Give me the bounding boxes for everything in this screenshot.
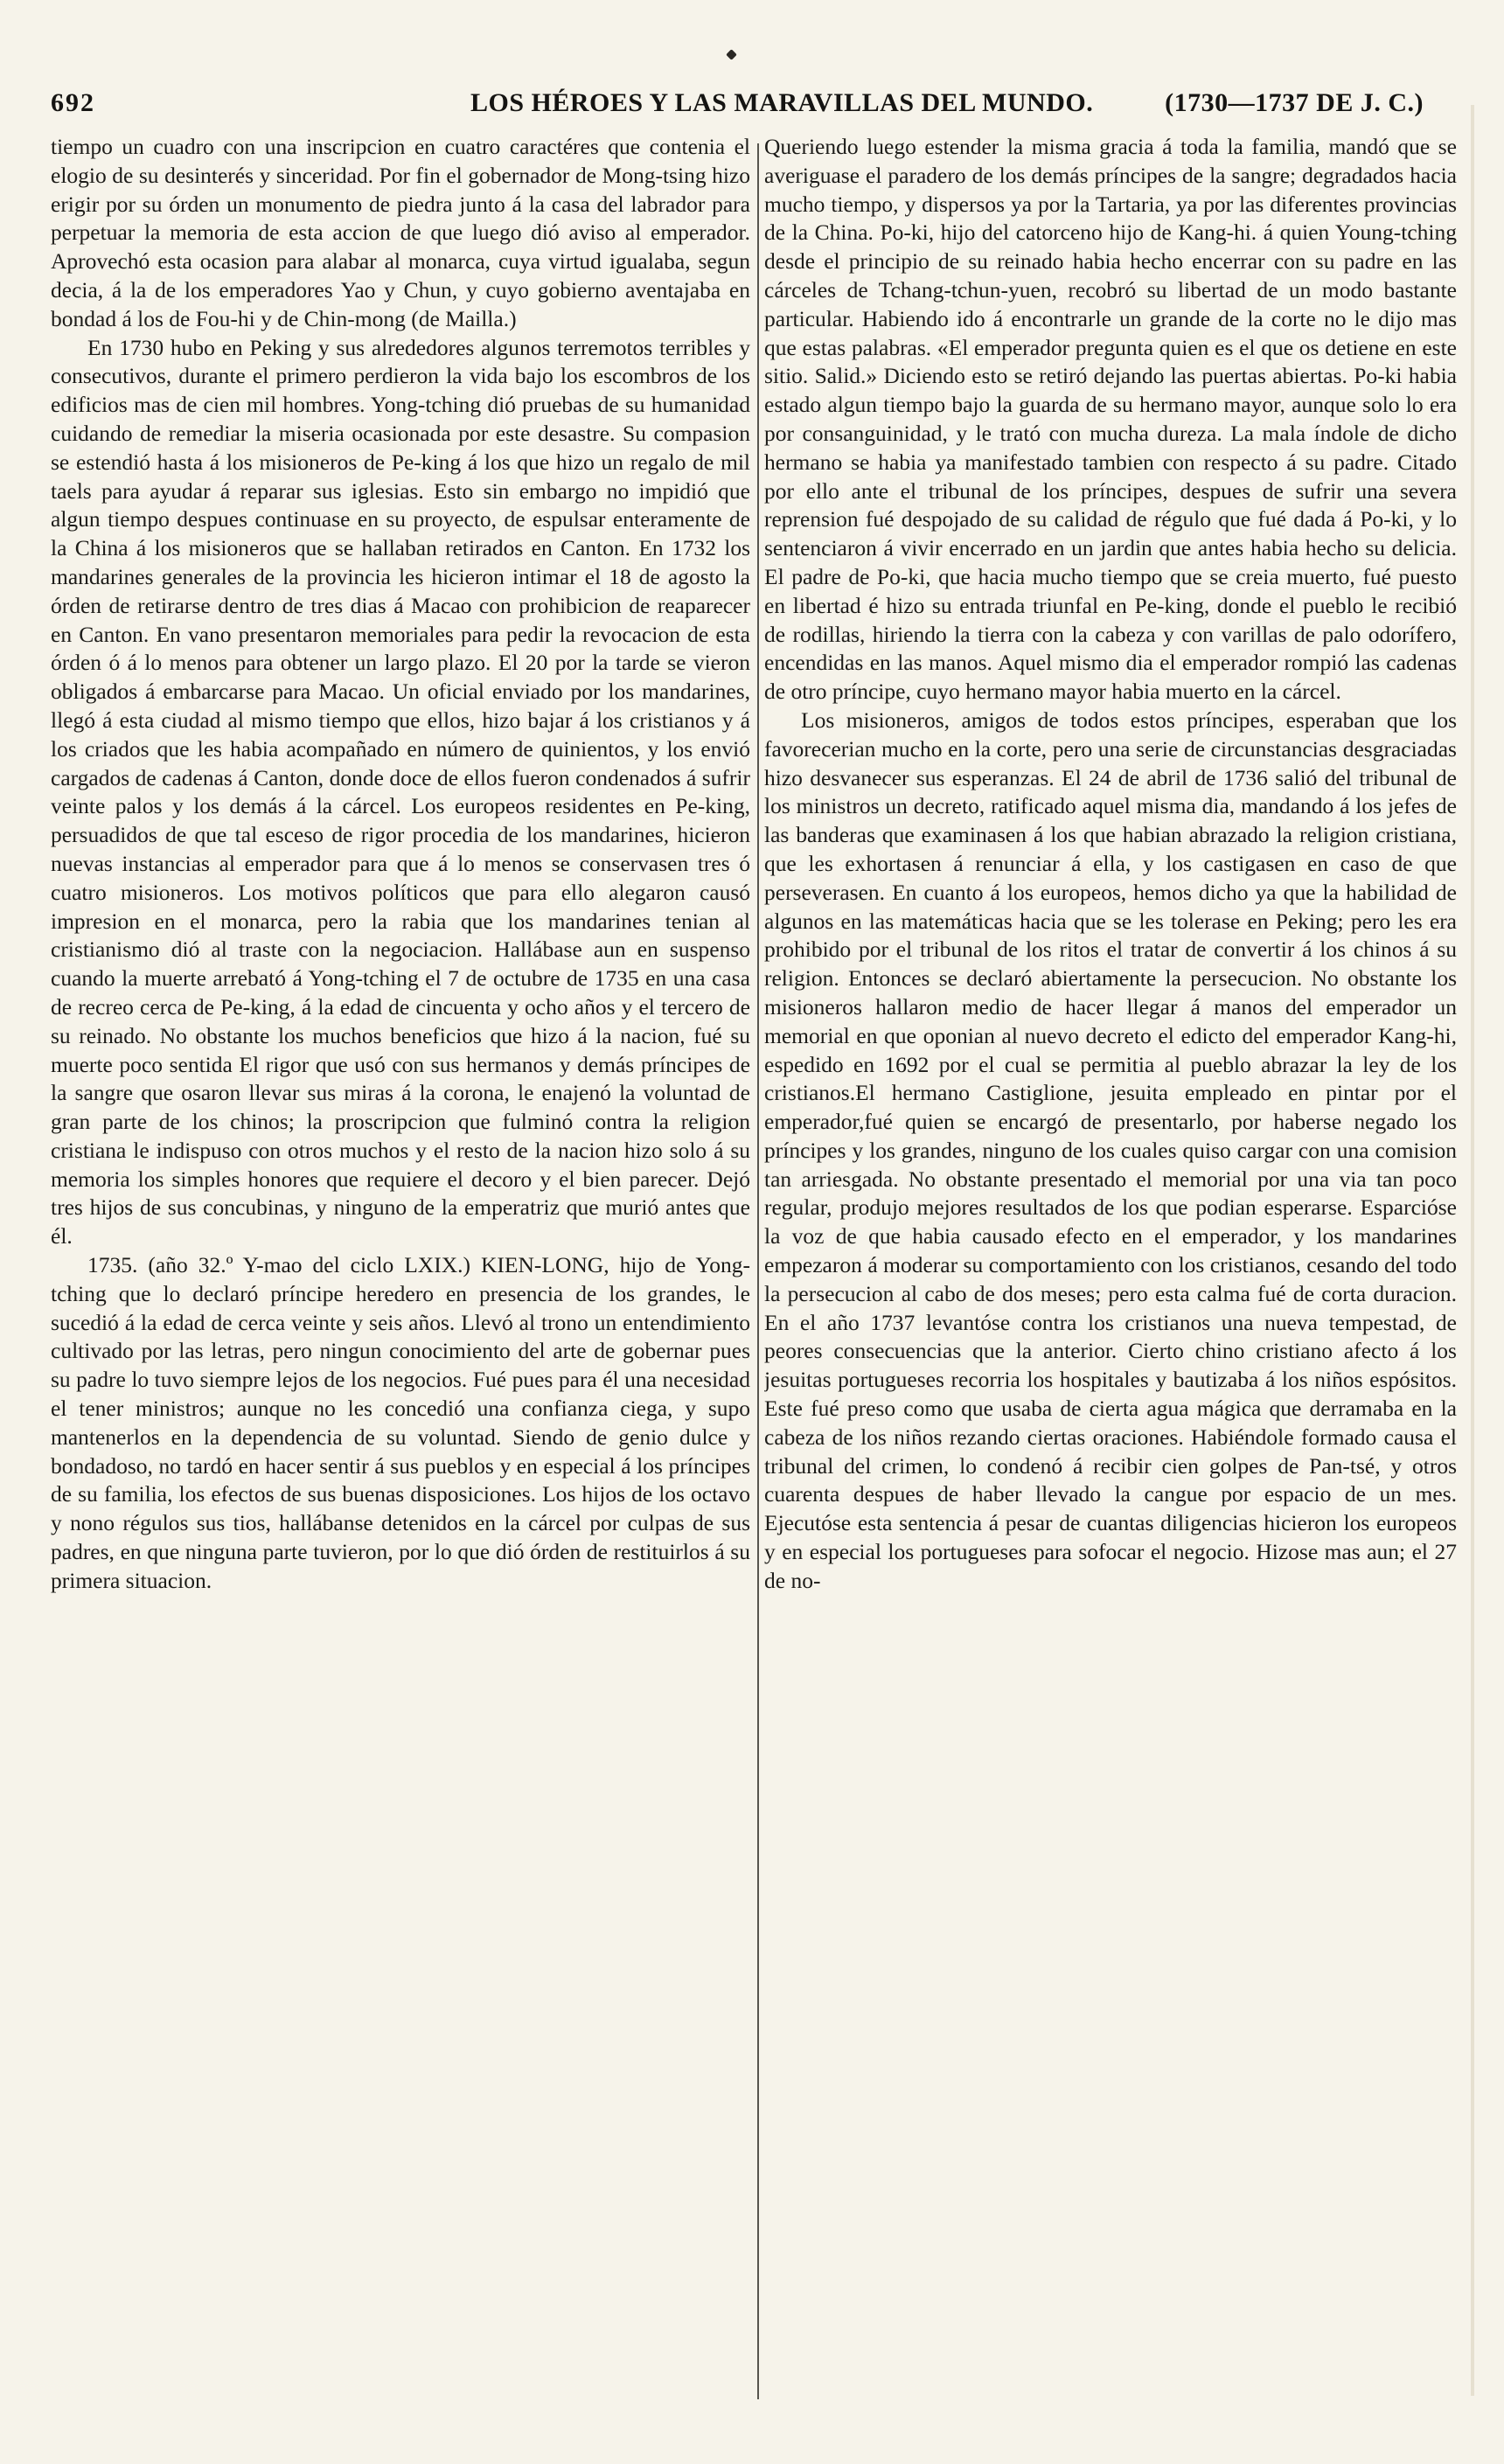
paragraph: Los misioneros, amigos de todos estos príncipes, esperaban que los favorecerian mucho en la corte, pero una serie de circunstancias desgraciadas hizo desvanecer sus esperanzas. El 24 de abril de 1736 salió del tribunal de los ministros un decreto, ratificado aquel misma dia, mandando á los jefes de las banderas que examinasen á los que habian abrazado la religion cristiana, que les exhortasen á renunciar á ella, y los castigasen en caso de que perseverasen. En cuanto á los europeos, hemos dicho ya que la habilidad de algunos en las matemáticas hacia que se les tolerase en Peking; pero les era prohibido por el tribunal de los ritos el tratar de convertir á los chinos á su religion. Entonces se declaró abiertamente la persecucion. No obstante los misioneros hallaron medio de hacer llegar á manos del emperador un memorial en que oponian al nuevo decreto el edicto del emperador Kang-hi, espedido en 1692 por el cual se permitia al pueblo abrazar la ley de los cristianos.El hermano Castiglione, jesuita empleado en pintar por el emperador,fué quien se encargó de presentarlo, por haberse negado los príncipes y los grandes, ninguno de los cuales quiso cargar con una comision tan arriesgada. No obstante presentado el memorial por una via tan poco regular, produjo mejores resultados de los que podian esperarse. Esparcióse la voz de que habia causado efecto en el emperador, y los mandarines empezaron á moderar su comportamiento con los cristianos, cesando del todo la persecucion al cabo de dos meses; pero esta calma fué de corta duracion. En el año 1737 levantóse contra los cristianos una nueva tempestad, de peores consecuencias que la anterior. Cierto chino cristiano afecto á los jesuitas portugueses recorria los hospitales y bautizaba á los niños espósitos. Este fué preso como que usaba de cierta agua mágica que derramaba en la cabeza de los niños rezando ciertas oraciones. Habiéndole formado causa el tribunal del crimen, lo condenó á recibir cien golpes de Pan-tsé, y otros cuarenta despues de haber llevado la cangue por espacio de un mes. Ejecutóse esta sentencia á pesar de cuantas diligencias hicieron los europeos y en especial los portugueses para sofocar el negocio. Hizose mas aun; el 27 de no-: [764, 706, 1457, 1593]
running-header: [51, 84, 1424, 122]
paragraph: Queriendo luego estender la misma gracia á toda la familia, mandó que se averiguase el paradero de los demás príncipes de la sangre; degradados hacia mucho tiempo, y dispersos ya por la Tartaria, ya por las diferentes provincias de la China. Po-ki, hijo del catorceno hijo de Kang-hi. á quien Young-tching desde el principio de su reinado habia hecho encerrar con su padre en las cárceles de Tchang-tchun-yuen, recobró su libertad de un modo bastante particular. Habiendo ido á encontrarle un grande de la corte no le dijo mas que estas palabras. «El emperador pregunta quien es el que os detiene en este sitio. Salid.» Diciendo esto se retiró dejando las puertas abiertas. Po-ki habia estado algun tiempo bajo la guarda de su hermano mayor, aunque solo lo era por consanguinidad, y le trató con mucha dureza. La mala índole de dicho hermano se habia ya manifestado tambien con respecto á su padre. Citado por ello ante el tribunal de los príncipes, despues de sufrir una severa reprension fué despojado de su calidad de régulo que fué dada á Po-ki, y lo sentenciaron á vivir encerrado en un jardin que antes habia hecho su delicia. El padre de Po-ki, que hacia mucho tiempo que se creia muerto, fué puesto en libertad é hizo su entrada triunfal en Pe-king, donde el pueblo le recibió de rodillas, hiriendo la tierra con la cabeza y con varillas de palo odorífero, encendidas en las manos. Aquel mismo dia el emperador rompió las cadenas de otro príncipe, cuyo hermano mayor habia muerto en la cárcel.: [764, 134, 1457, 705]
page-number: 692: [51, 88, 95, 117]
paragraph: tiempo un cuadro con una inscripcion en cuatro caractéres que contenia el elogio de su desinterés y sinceridad. Por fin el gobernador de Mong-tsing hizo erigir por su órden un monumento de piedra junto á la casa del labrador para perpetuar la memoria de esta accion de que luego dió aviso al emperador. Aprovechó esta ocasion para alabar al monarca, cuya virtud igualaba, segun decia, á la de los emperadores Yao y Chun, y cuyo gobierno aventajaba en bondad á los de Fou-hi y de Chin-mong (de Mailla.): [51, 134, 750, 331]
printer-ornament: [726, 49, 737, 60]
column-divider: [757, 143, 759, 2399]
right-column: [764, 133, 1457, 2406]
paragraph: En 1730 hubo en Peking y sus alrededores algunos terremotos terribles y consecutivos, durante el primero perdieron la vida bajo los escombros de los edificios mas de cien mil hombres. Yong-tching dió pruebas de su humanidad cuidando de remediar la miseria ocasionada por este desastre. Su compasion se estendió hasta á los misioneros de Pe-king á los que hizo un regalo de mil taels para ayudar á reparar sus iglesias. Esto sin embargo no impidió que algun tiempo despues continuase en su proyecto, de espulsar enteramente de la China á los misioneros que se hallaban retirados en Canton. En 1732 los mandarines generales de la provincia les hicieron intimar el 18 de agosto la órden de retirarse dentro de tres dias á Macao con prohibicion de reaparecer en Canton. En vano presentaron memoriales para pedir la revocacion de esta órden ó á lo menos para obtener un largo plazo. El 20 por la tarde se vieron obligados á embarcarse para Macao. Un oficial enviado por los mandarines, llegó á esta ciudad al mismo tiempo que ellos, hizo bajar á los cristianos y á los criados que les habia acompañado en número de quinientos, y los envió cargados de cadenas á Canton, donde doce de ellos fueron condenados á sufrir veinte palos y los demás á la cárcel. Los europeos residentes en Pe-king, persuadidos de que tal esceso de rigor procedia de los mandarines, hicieron nuevas instancias al emperador para que á lo menos se conservasen tres ó cuatro misioneros. Los motivos políticos que para ello alegaron causó impresion en el monarca, pero la rabia que los mandarines tenian al cristianismo dió al traste con la negociacion. Hallábase aun en suspenso cuando la muerte arrebató á Yong-tching el 7 de octubre de 1735 en una casa de recreo cerca de Pe-king, á la edad de cincuenta y ocho años y el tercero de su reinado. No obstante los muchos beneficios que hizo á la nacion, fué su muerte poco sentida El rigor que usó con sus hermanos y demás príncipes de la sangre que osaron llevar sus miras á la corona, le enajenó la voluntad de gran parte de los chinos; la proscripcion que fulminó contra la religion cristiana le indispuso con otros muchos y el resto de la nacion hizo solo á su memoria los simples honores que requiere el decoro y el bien parecer. Dejó tres hijos de sus concubinas, y ninguno de la emperatriz que murió antes que él.: [51, 334, 750, 1249]
book-title: LOS HÉROES Y LAS MARAVILLAS DEL MUNDO.: [470, 88, 1094, 117]
paragraph: 1735. (año 32.º Y-mao del ciclo LXIX.) KIEN-LONG, hijo de Yong-tching que lo declaró príncipe heredero en presencia de los grandes, le sucedió á la edad de cerca veinte y seis años. Llevó al trono un entendimiento cultivado por las letras, pero ningun conocimiento del arte de gobernar pues su padre lo tuvo siempre lejos de los negocios. Fué pues para él una necesidad el tener ministros; aunque no les concedió una confianza ciega, y supo mantenerlos en la dependencia de su voluntad. Siendo de genio dulce y bondadoso, no tardó en hacer sentir á sus pueblos y en especial á los príncipes de su familia, los efectos de sus buenas disposiciones. Los hijos de los octavo y nono régulos sus tios, hallábanse detenidos en la cárcel por culpas de sus padres, en que ninguna parte tuvieron, por lo que dió órden de restituirlos á su primera situacion.: [51, 1252, 750, 1593]
page-edge: [1471, 105, 1474, 2396]
left-column: [51, 133, 750, 2406]
date-range: (1730—1737 DE J. C.): [1165, 88, 1424, 117]
